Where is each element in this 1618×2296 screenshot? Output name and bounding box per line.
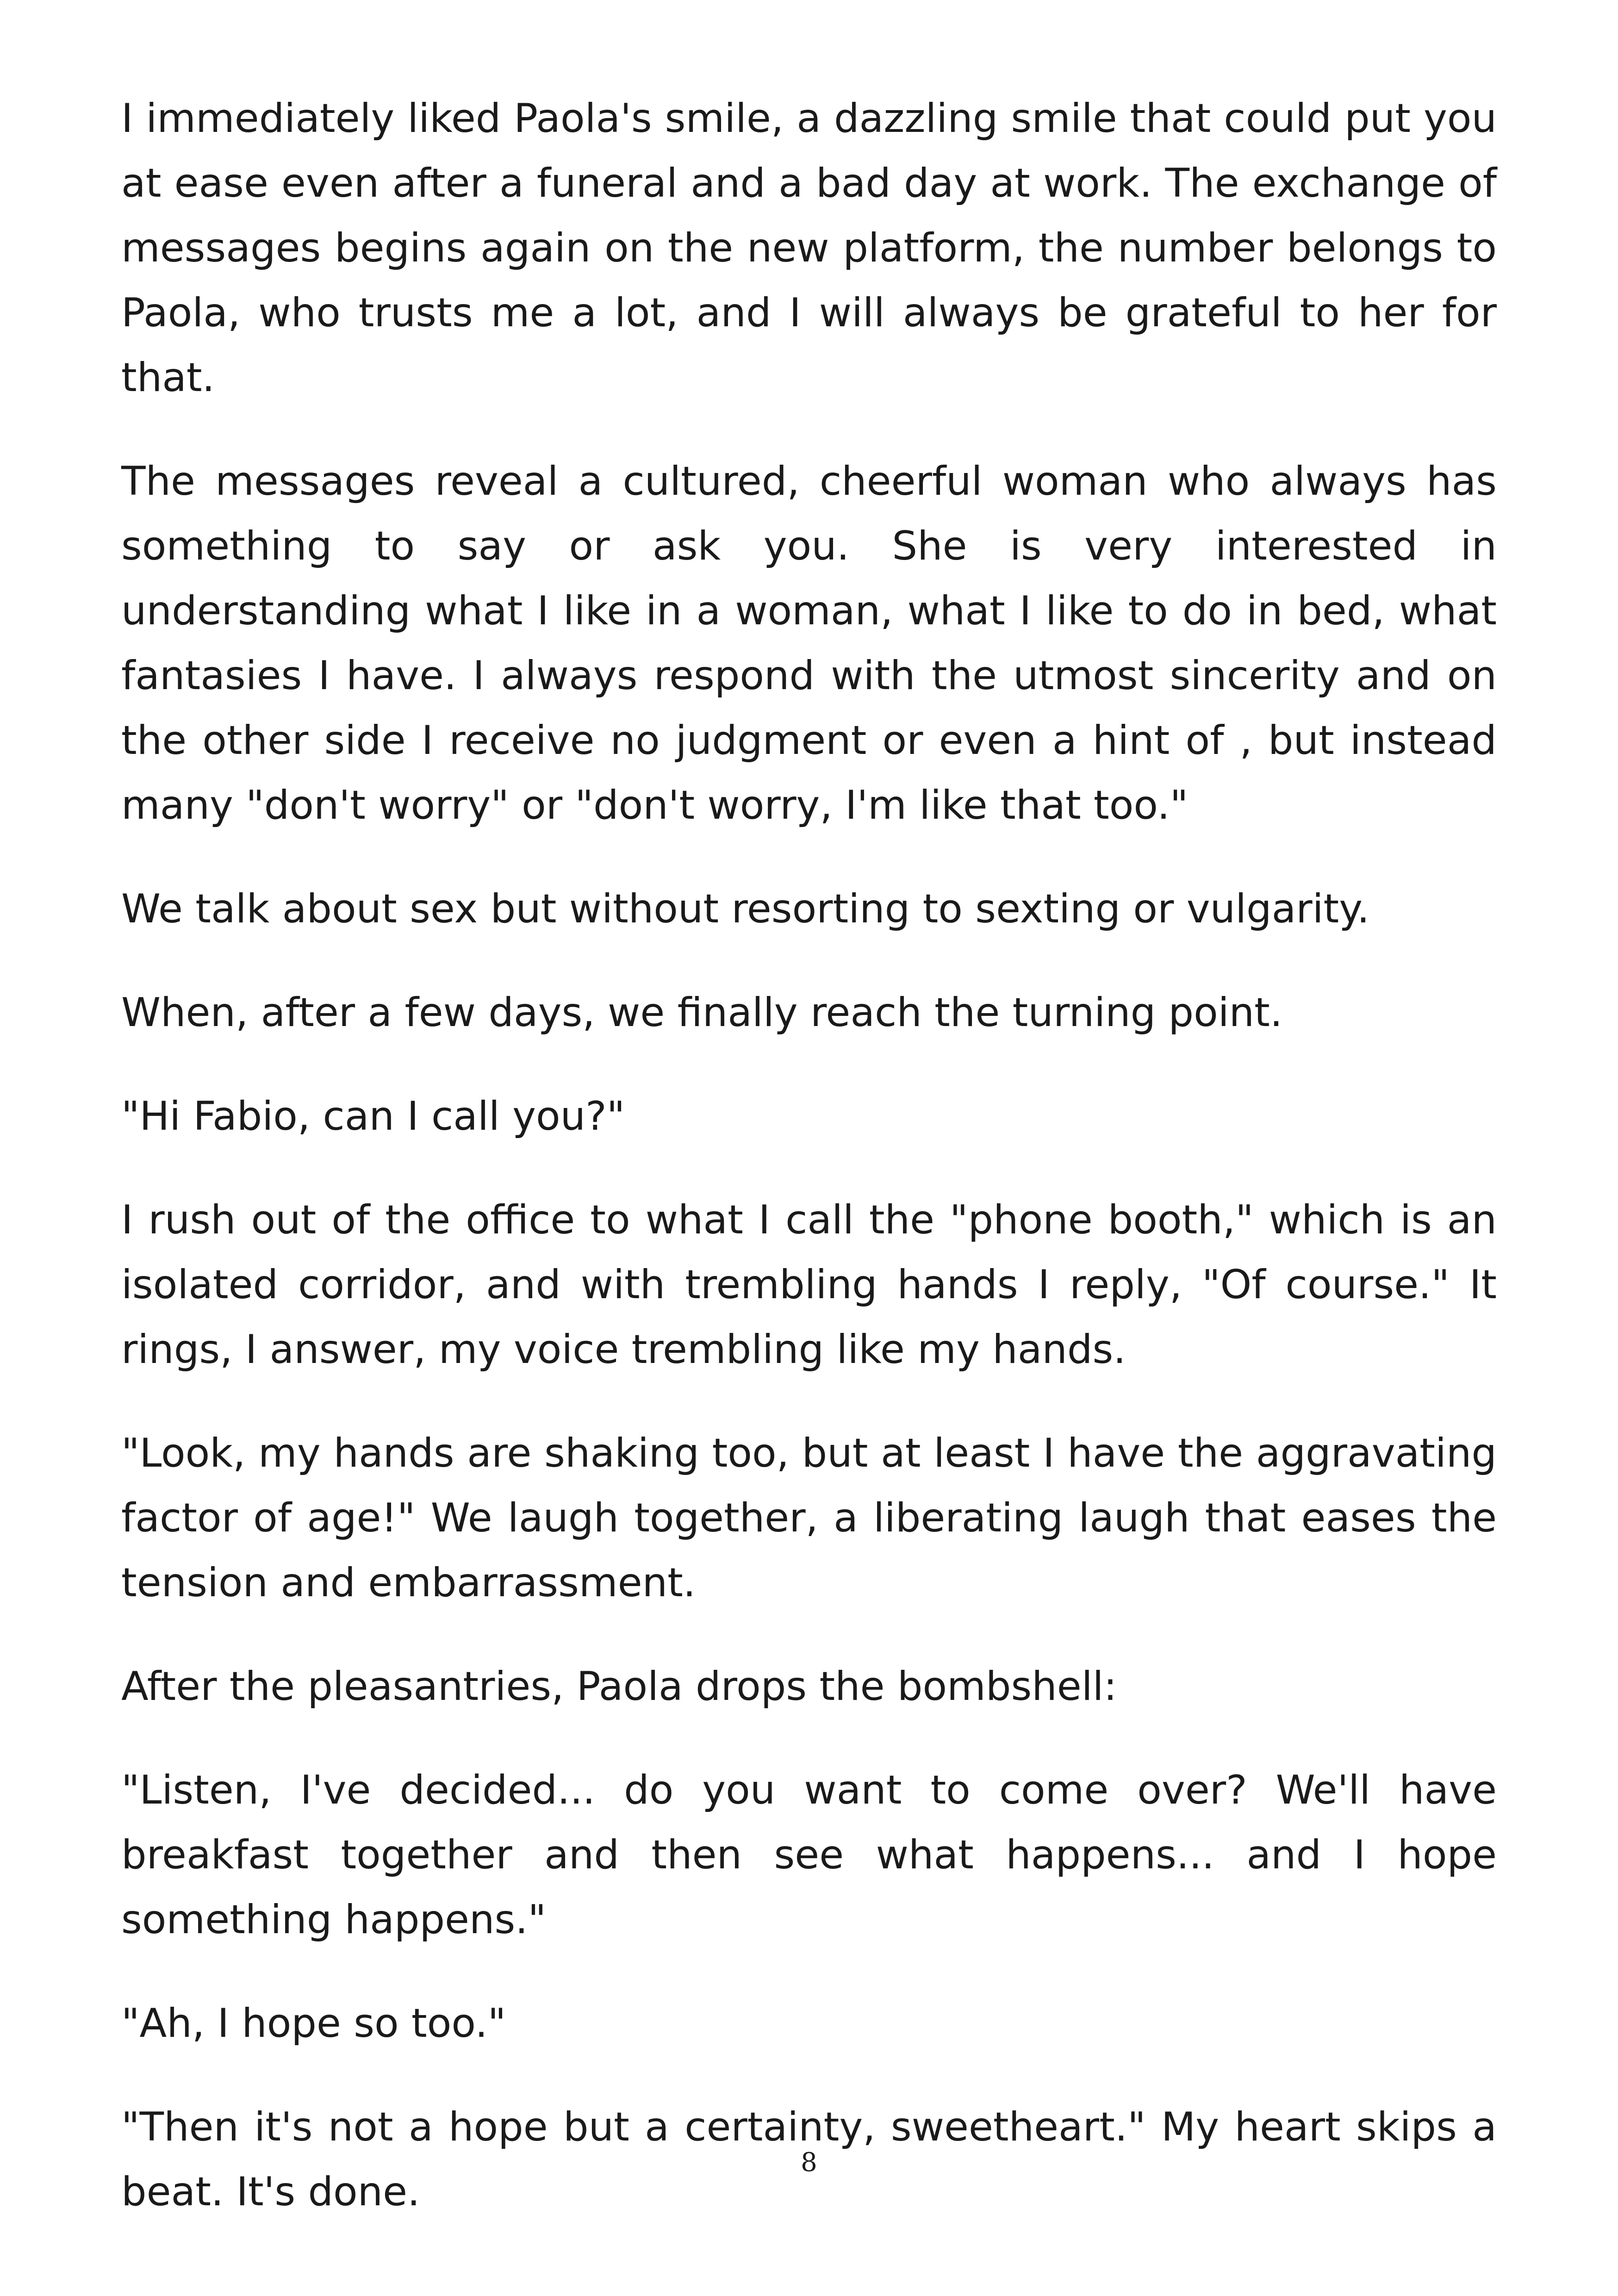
paragraph: The messages reveal a cultured, cheerful woman who always has something to say or ask you. She is very interested in understanding what I like in a woman, what I like to do in bed, what fantasies I have. I always respond with the utmost sincerity and on the other side I receive no judgment or even a hint of , but instead many "don't worry" or "don't worry, I'm like that too." bbox=[121, 458, 1497, 828]
paragraph: We talk about sex but without resorting to sexting or vulgarity. bbox=[121, 886, 1370, 932]
paragraph: "Listen, I've decided... do you want to come over? We'll have breakfast together and then see what happens... and I hope something happens." bbox=[121, 1767, 1497, 1943]
paragraph: "Look, my hands are shaking too, but at least I have the aggravating factor of age!" We laugh together, a liberating laugh that eases the tension and embarrassment. bbox=[121, 1430, 1497, 1606]
paragraph: After the pleasantries, Paola drops the bombshell: bbox=[121, 1663, 1117, 1710]
paragraph: I immediately liked Paola's smile, a dazzling smile that could put you at ease even after a funeral and a bad day at work. The exchange of messages begins again on the new platform, the number belongs to Paola, who trusts me a lot, and I will always be grateful to her for that. bbox=[121, 95, 1497, 401]
paragraph: "Ah, I hope so too." bbox=[121, 2000, 506, 2047]
paragraph: "Then it's not a hope but a certainty, sweetheart." My heart skips a beat. It's done. bbox=[121, 2104, 1497, 2215]
paragraph: When, after a few days, we finally reach the turning point. bbox=[121, 989, 1283, 1036]
paragraph: "Hi Fabio, can I call you?" bbox=[121, 1093, 625, 1139]
paragraph: I rush out of the office to what I call the "phone booth," which is an isolated corridor, and with trembling hands I reply, "Of course." It rings, I answer, my voice trembling like my hands. bbox=[121, 1197, 1497, 1373]
page-number: 8 bbox=[801, 2147, 817, 2178]
body-text bbox=[121, 86, 1497, 2263]
